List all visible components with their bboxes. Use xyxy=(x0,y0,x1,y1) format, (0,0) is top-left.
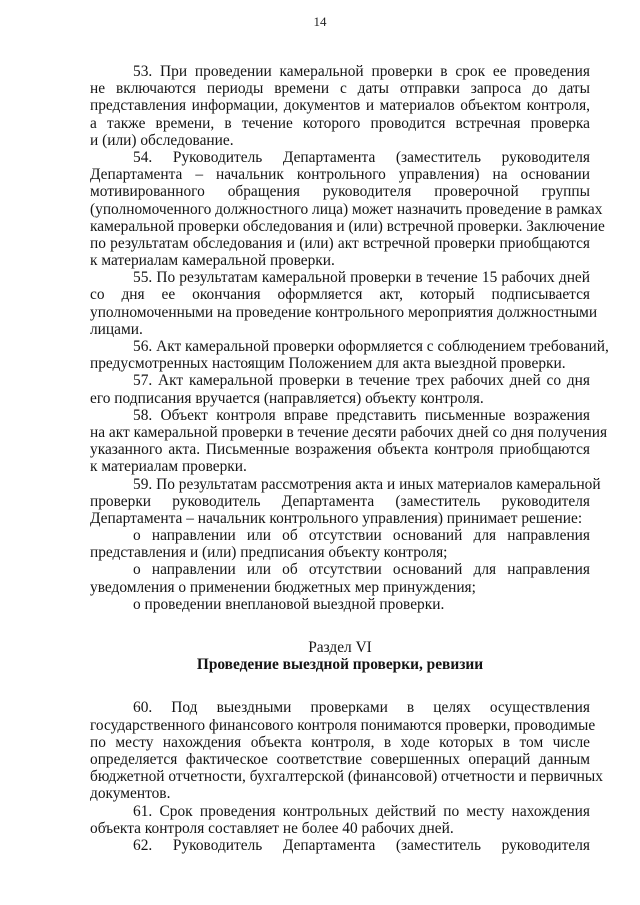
paragraph-first-line: 56. Акт камеральной проверки оформляется с соблюдением требований, xyxy=(133,338,609,355)
text-line: мотивированного обращения руководителя проверочной группы xyxy=(90,183,590,201)
paragraph-first-line: о направлении или об отсутствии оснований для направления xyxy=(133,561,590,579)
paragraph-first-line: 60. Под выездными проверками в целях осуществления xyxy=(133,699,590,717)
text-line: предусмотренных настоящим Положением для акта выездной проверки. xyxy=(90,355,566,373)
paragraph-first-line: о проведении внеплановой выездной проверки. xyxy=(133,595,445,613)
text-line: бюджетной отчетности, бухгалтерской (финансовой) отчетности и первичных xyxy=(90,768,603,786)
document-body xyxy=(90,63,609,854)
text-line: и (или) обследование. xyxy=(90,131,234,149)
text-line: по месту нахождения объекта контроля, в ходе которых в том числе xyxy=(90,733,590,751)
text-line: по результатам обследования и (или) акт встречной проверки приобщаются xyxy=(90,234,590,252)
section-heading: Раздел VI xyxy=(308,639,372,656)
paragraph-first-line: 54. Руководитель Департамента (заместитель руководителя xyxy=(133,148,590,166)
text-line: Департамента – начальник контрольного управления) принимает решение: xyxy=(90,509,583,527)
paragraph-first-line: 58. Объект контроля вправе представить письменные возражения xyxy=(133,406,590,424)
paragraph-first-line: 57. Акт камеральной проверки в течение трех рабочих дней со дня xyxy=(133,372,590,390)
text-line: уполномоченными на проведение контрольного мероприятия должностными xyxy=(90,303,598,321)
text-line: на акт камеральной проверки в течение десяти рабочих дней со дня получения xyxy=(90,423,608,441)
page-number: 14 xyxy=(313,14,327,29)
text-line: к материалам проверки. xyxy=(90,458,247,476)
text-line: указанного акта. Письменные возражения объекта контроля приобщаются xyxy=(90,441,590,459)
paragraph-first-line: 59. По результатам рассмотрения акта и иных материалов камеральной xyxy=(133,475,601,493)
text-line: к материалам камеральной проверки. xyxy=(90,252,335,270)
paragraph-first-line: 55. По результатам камеральной проверки в течение 15 рабочих дней xyxy=(133,269,590,287)
text-line: определяется фактическое соответствие совершенных операций данным xyxy=(90,750,590,768)
text-line: представления и (или) предписания объекту контроля; xyxy=(90,544,448,562)
text-line: со дня ее окончания оформляется акт, который подписывается xyxy=(90,286,590,304)
text-line: уведомления о применении бюджетных мер принуждения; xyxy=(90,578,476,596)
paragraph-first-line: 62. Руководитель Департамента (заместитель руководителя xyxy=(133,836,590,854)
text-line: представления информации, документов и материалов объектом контроля, xyxy=(90,97,590,115)
text-line: не включаются периоды времени с даты отправки запроса до даты xyxy=(90,80,590,98)
section-spacer xyxy=(90,673,590,699)
paragraph-first-line: 53. При проведении камеральной проверки в срок ее проведения xyxy=(133,63,590,80)
paragraph-first-line: 61. Срок проведения контрольных действий по месту нахождения xyxy=(133,802,590,820)
paragraph-first-line: о направлении или об отсутствии оснований для направления xyxy=(133,527,590,545)
text-line: объекта контроля составляет не более 40 рабочих дней. xyxy=(90,819,454,837)
text-line: его подписания вручается (направляется) объекту контроля. xyxy=(90,389,484,407)
text-line: документов. xyxy=(90,785,171,803)
text-line: камеральной проверки обследования и (или) встречной проверки. Заключение xyxy=(90,217,605,235)
text-line: проверки руководитель Департамента (заместитель руководителя xyxy=(90,492,590,510)
text-line: Департамента – начальник контрольного управления) на основании xyxy=(90,166,590,184)
text-line: лицами. xyxy=(90,320,143,338)
text-line: а также времени, в течение которого проводится встречная проверка xyxy=(90,114,590,132)
section-spacer xyxy=(90,613,590,639)
text-line: государственного финансового контроля понимаются проверки, проводимые xyxy=(90,716,596,734)
text-line: (уполномоченного должностного лица) может назначить проведение в рамках xyxy=(90,200,603,218)
section-title: Проведение выездной проверки, ревизии xyxy=(196,656,484,674)
